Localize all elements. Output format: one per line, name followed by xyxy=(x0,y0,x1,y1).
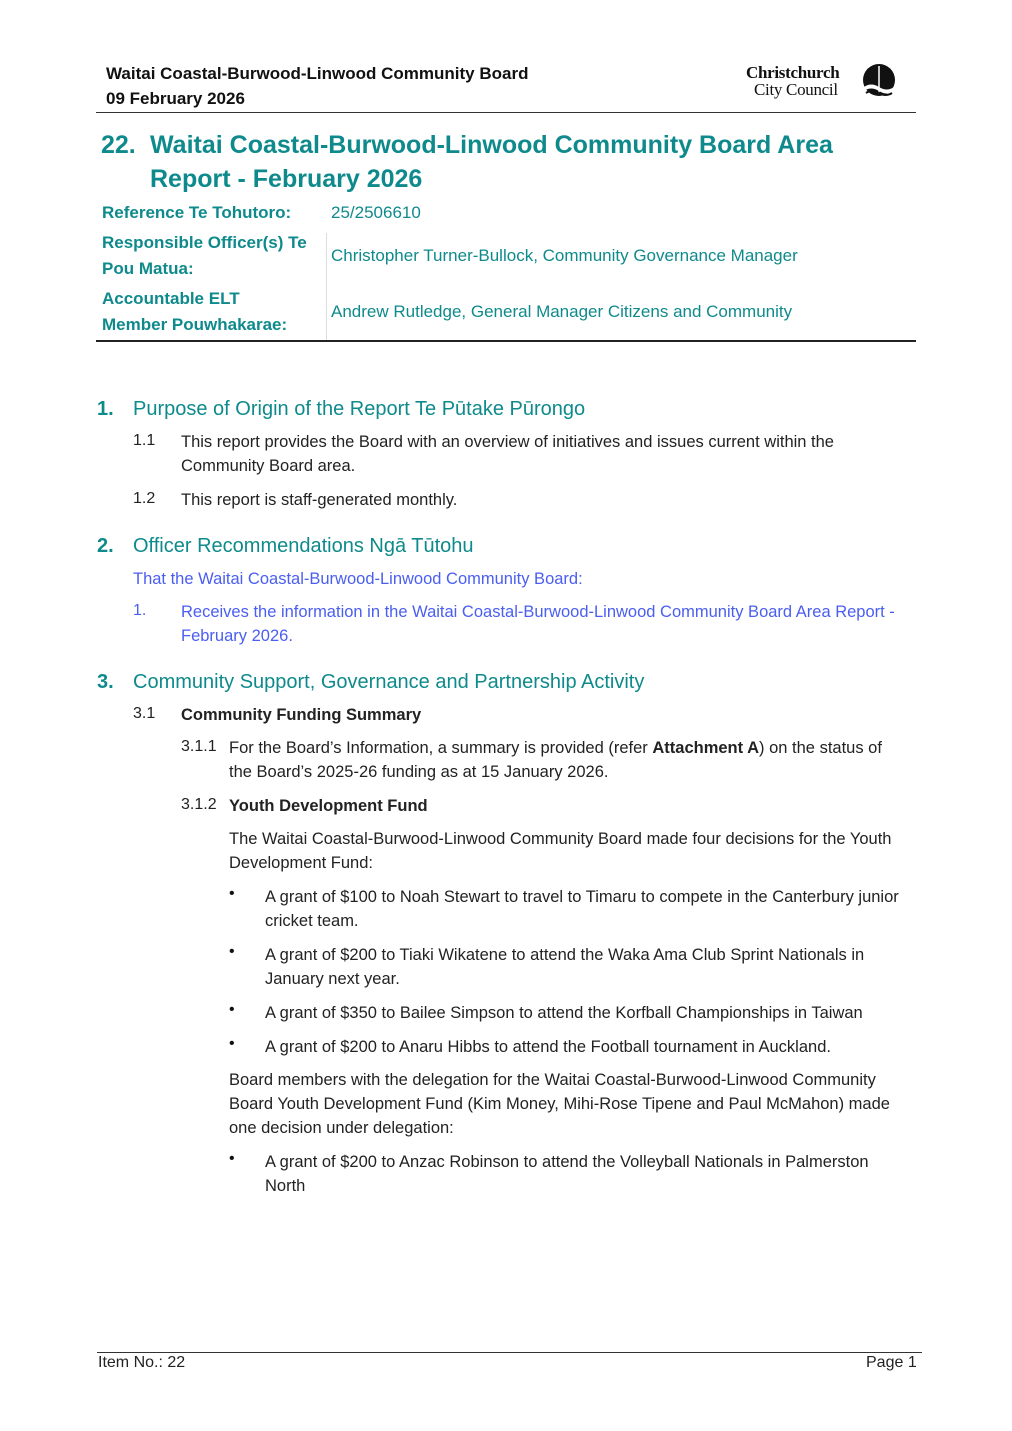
delegation-text: Board members with the delegation for the Waitai Coastal-Burwood-Linwood Community Board Youth Development Fund (Kim Money, Mihi-Rose Tipene and Paul McMahon) made one decision under delegation: xyxy=(229,1071,890,1137)
para-3-1-1-number: 3.1.1 xyxy=(181,738,217,755)
para-3-1-1-text xyxy=(229,736,909,784)
section-1-number: 1. xyxy=(97,398,114,420)
meta-bottom-rule xyxy=(96,340,916,342)
section-2-number: 2. xyxy=(97,535,114,557)
recommendation-1-text: Receives the information in the Waitai Coastal-Burwood-Linwood Community Board Area Report - February 2026. xyxy=(181,603,895,645)
responsible-officer-label-line2: Pou Matua: xyxy=(102,259,194,278)
footer-item-number: Item No.: 22 xyxy=(98,1354,186,1371)
para-3-1-2-number: 3.1.2 xyxy=(181,796,217,813)
section-3-title: Community Support, Governance and Partnership Activity xyxy=(133,671,645,693)
section-1-title: Purpose of Origin of the Report Te Pūtake Pūrongo xyxy=(133,398,586,420)
footer-rule xyxy=(97,1352,922,1353)
footer-page-number: Page 1 xyxy=(866,1354,917,1371)
bullet-marker: • xyxy=(229,943,235,960)
meta-column-divider xyxy=(326,233,327,341)
para-1-1-number: 1.1 xyxy=(133,432,156,449)
delegation-grant-1: A grant of $200 to Anzac Robinson to attend the Volleyball Nationals in Palmerston North xyxy=(265,1153,869,1195)
council-logo xyxy=(746,63,898,103)
header-meeting-date: 09 February 2026 xyxy=(106,89,245,108)
header-board-name: Waitai Coastal-Burwood-Linwood Community Board xyxy=(106,64,529,83)
bullet-marker: • xyxy=(229,1035,235,1052)
reference-label: Reference Te Tohutoro: xyxy=(102,203,292,222)
para-3-1-heading: Community Funding Summary xyxy=(181,706,422,724)
section-2-title: Officer Recommendations Ngā Tūtohu xyxy=(133,535,474,557)
recommendation-intro: That the Waitai Coastal-Burwood-Linwood Community Board: xyxy=(133,570,583,588)
para-1-2-text: This report is staff-generated monthly. xyxy=(181,491,458,509)
recommendation-1-number: 1. xyxy=(133,602,147,619)
ydf-grant-1: A grant of $100 to Noah Stewart to travel to Timaru to compete in the Canterbury junior cricket team. xyxy=(265,888,899,930)
para-3-1-1-text-pre: For the Board’s Information, a summary is provided (refer xyxy=(229,739,653,757)
item-title xyxy=(101,128,881,196)
attachment-a-reference: Attachment A xyxy=(652,739,760,757)
para-3-1-2-heading: Youth Development Fund xyxy=(229,797,428,815)
logo-line1: Christchurch xyxy=(746,63,840,82)
para-3-1-number: 3.1 xyxy=(133,705,156,722)
section-3-number: 3. xyxy=(97,671,114,693)
cathedral-logo-icon xyxy=(860,63,898,99)
item-title-text: Waitai Coastal-Burwood-Linwood Community Board Area Report - February 2026 xyxy=(150,131,833,193)
bullet-marker: • xyxy=(229,1150,235,1167)
logo-line2: City Council xyxy=(754,80,838,99)
ydf-intro: The Waitai Coastal-Burwood-Linwood Community Board made four decisions for the Youth Development Fund: xyxy=(229,830,892,872)
header-rule xyxy=(96,112,916,113)
para-1-1-text: This report provides the Board with an overview of initiatives and issues current within the Community Board area. xyxy=(181,433,834,475)
bullet-marker: • xyxy=(229,1001,235,1018)
reference-value: 25/2506610 xyxy=(331,203,421,222)
item-number: 22. xyxy=(101,131,136,159)
bullet-marker: • xyxy=(229,885,235,902)
para-3-1-1-text-post: ) on the status of the Board’s 2025-26 funding as at 15 January 2026. xyxy=(229,739,882,781)
ydf-grant-4: A grant of $200 to Anaru Hibbs to attend the Football tournament in Auckland. xyxy=(265,1038,831,1056)
ydf-grant-3: A grant of $350 to Bailee Simpson to attend the Korfball Championships in Taiwan xyxy=(265,1004,863,1022)
ydf-grant-2: A grant of $200 to Tiaki Wikatene to attend the Waka Ama Club Sprint Nationals in January next year. xyxy=(265,946,865,988)
elt-member-label-line1: Accountable ELT xyxy=(102,289,240,308)
elt-member-value: Andrew Rutledge, General Manager Citizens and Community xyxy=(331,302,793,321)
para-1-2-number: 1.2 xyxy=(133,490,156,507)
responsible-officer-value: Christopher Turner-Bullock, Community Governance Manager xyxy=(331,246,798,265)
responsible-officer-label-line1: Responsible Officer(s) Te xyxy=(102,233,307,252)
elt-member-label-line2: Member Pouwhakarae: xyxy=(102,315,288,334)
